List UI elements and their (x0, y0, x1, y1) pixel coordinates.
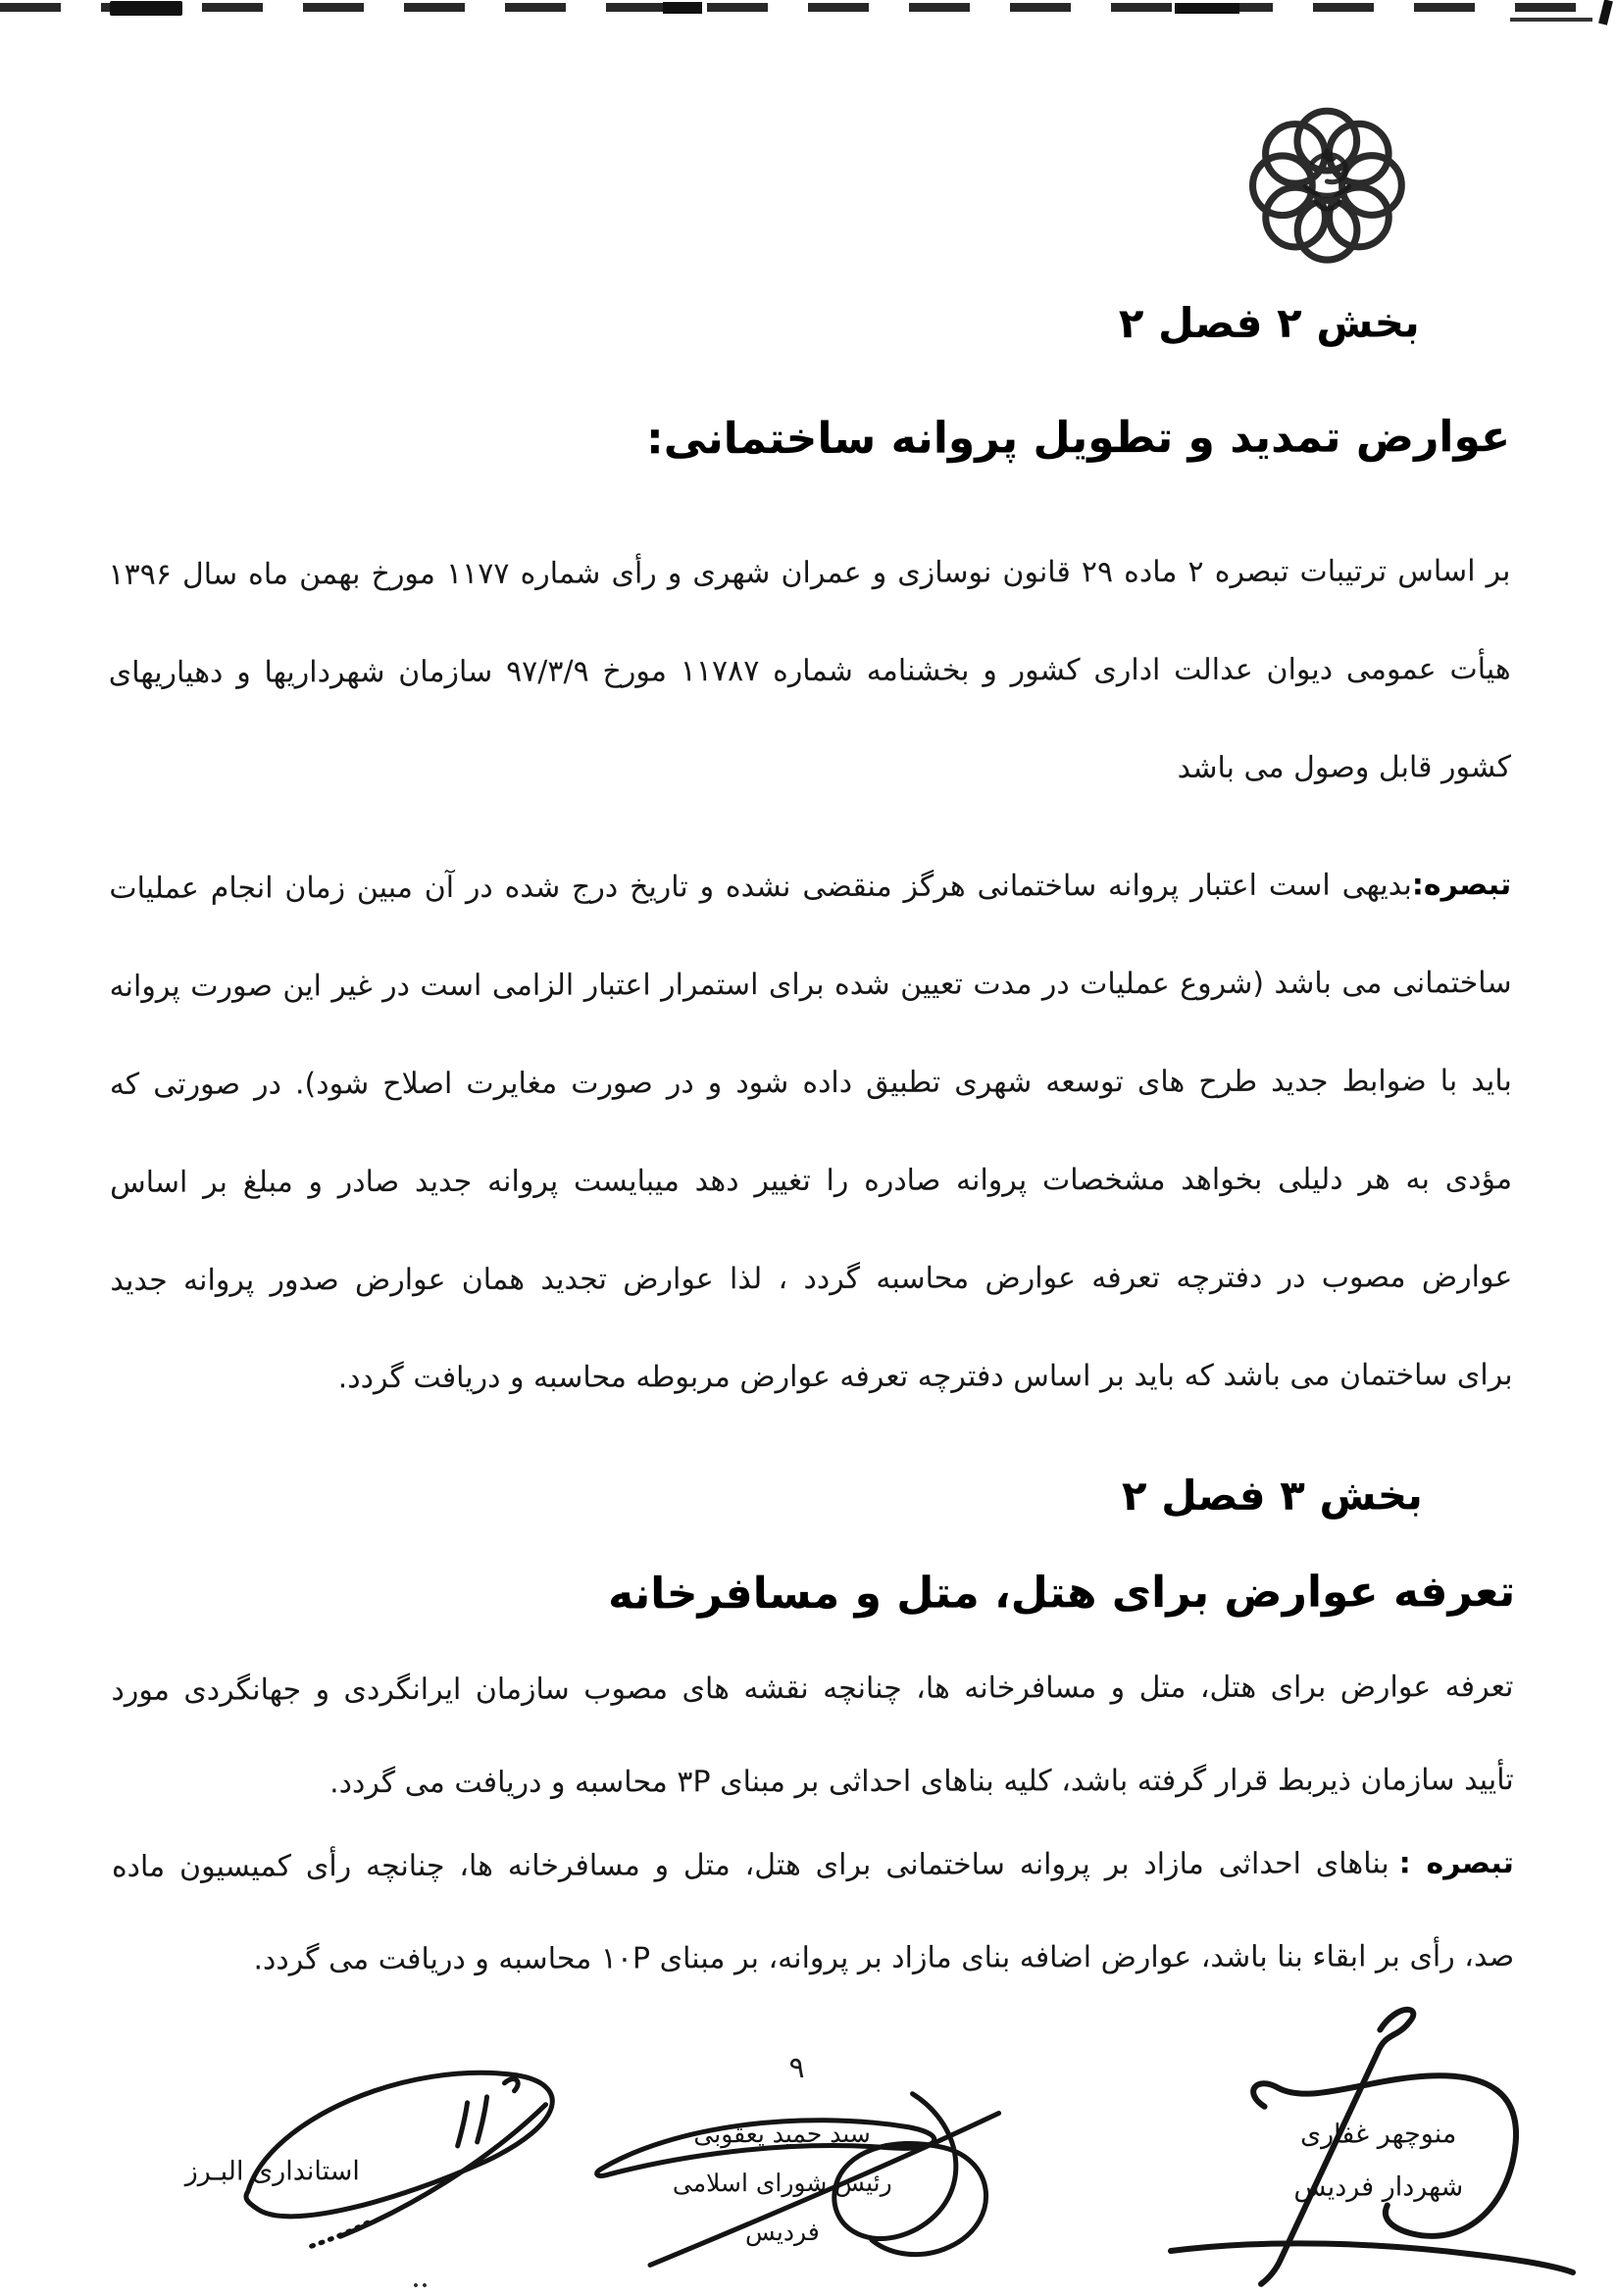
tabsareh-label: تبصره: (1411, 868, 1512, 903)
governorate-signature-icon (220, 2042, 585, 2267)
council-head-name: سید حمید یعقوبی (693, 2119, 871, 2149)
paragraph-line: باید با ضوابط جدید طرح های توسعه شهری تطبیق داده شود و در صورت مغایرت اصلاح شود). در صورتی که (109, 1064, 1512, 1102)
mayor-signature-block (1251, 2108, 1506, 2215)
mayor-name: منوچهر غفاری (1299, 2119, 1457, 2150)
paragraph-line: هیأت عمومی دیوان عدالت اداری کشور و بخشنامه شماره ۱۱۷۸۷ مورخ ۹۷/۳/۹ سازمان شهرداریها و دهیاریهای (108, 652, 1511, 690)
section-title: عوارض تمدید و تطویل پروانه ساختمانی: (646, 412, 1511, 465)
paragraph-line (112, 1817, 1514, 1914)
paragraph-line: صد، رأی بر ابقاء بنا باشد، عوارض اضافه بنای مازاد بر پروانه، بر مبنای ۱۰P محاسبه و دریافت می گردد. (253, 1939, 1515, 1977)
paragraph-line: عوارض مصوب در دفترچه تعرفه عوارض محاسبه گردد ، لذا عوارض تجدید همان عوارض صدور پروانه جدید (110, 1260, 1513, 1298)
paragraph (108, 523, 1511, 821)
council-signature-block (640, 2110, 925, 2258)
tabsareh-label: تبصره : (1398, 1846, 1514, 1881)
paragraph-line: مؤدی به هر دلیلی بخواهد مشخصات پروانه صادره را تغییر دهد میبایست پروانه جدید صادر و مبلغ بر اساس (110, 1162, 1513, 1200)
paragraph-line-text: بناهای احداثی مازاد بر پروانه ساختمانی برای هتل، متل و مسافرخانه ها، چنانچه رأی کمیسیون ماده (111, 1846, 1389, 1884)
paragraph-line: تأیید سازمان ذیربط قرار گرفته باشد، کلیه بناهای احداثی بر مبنای ۳P محاسبه و دریافت می گردد. (329, 1763, 1514, 1801)
section-heading: بخش ۳ فصل ۲ (1121, 1471, 1423, 1521)
council-head-role: رئیس شورای اسلامی فردیس (672, 2168, 892, 2247)
paragraph-line (109, 836, 1511, 938)
governorate-label: استانداری البـرز (184, 2156, 360, 2187)
paragraph-line: کشور قابل وصول می باشد (1177, 750, 1512, 786)
paragraph-line-text: بدیهی است اعتبار پروانه ساختمانی هرگز منقضی نشده و تاریخ درج شده در آن مبین زمان انجام عملیات (109, 868, 1412, 906)
municipality-emblem-logo (1242, 90, 1411, 275)
paragraph (109, 836, 1513, 1428)
paragraph-line: برای ساختمان می باشد که باید بر اساس دفترچه تعرفه عوارض مربوطه محاسبه و دریافت گردد. (337, 1358, 1513, 1396)
paragraph (111, 1640, 1513, 1830)
page-number: ۹ (788, 2051, 805, 2086)
section-title: تعرفه عوارض برای هتل، متل و مسافرخانه (607, 1567, 1516, 1620)
paragraph-line: ساختمانی می باشد (شروع عملیات در مدت تعیین شده برای استمرار اعتبار الزامی است در غیر این صورت پروانه (109, 966, 1512, 1004)
paragraph-line: تعرفه عوارض برای هتل، متل و مسافرخانه ها، چنانچه نقشه های مصوب سازمان ایرانگردی و جهانگردی مورد (111, 1670, 1514, 1708)
mayor-role: شهردار فردیس (1293, 2171, 1464, 2203)
paragraph-line: بر اساس ترتیبات تبصره ۲ ماده ۲۹ قانون نوسازی و عمران شهری و رأی شماره ۱۱۷۷ مورخ بهمن ماه سال ۱۳۹۶ (108, 554, 1511, 592)
scan-speckle-artifact (413, 2283, 429, 2288)
section-heading: بخش ۲ فصل ۲ (1118, 298, 1420, 348)
paragraph (112, 1817, 1514, 2007)
